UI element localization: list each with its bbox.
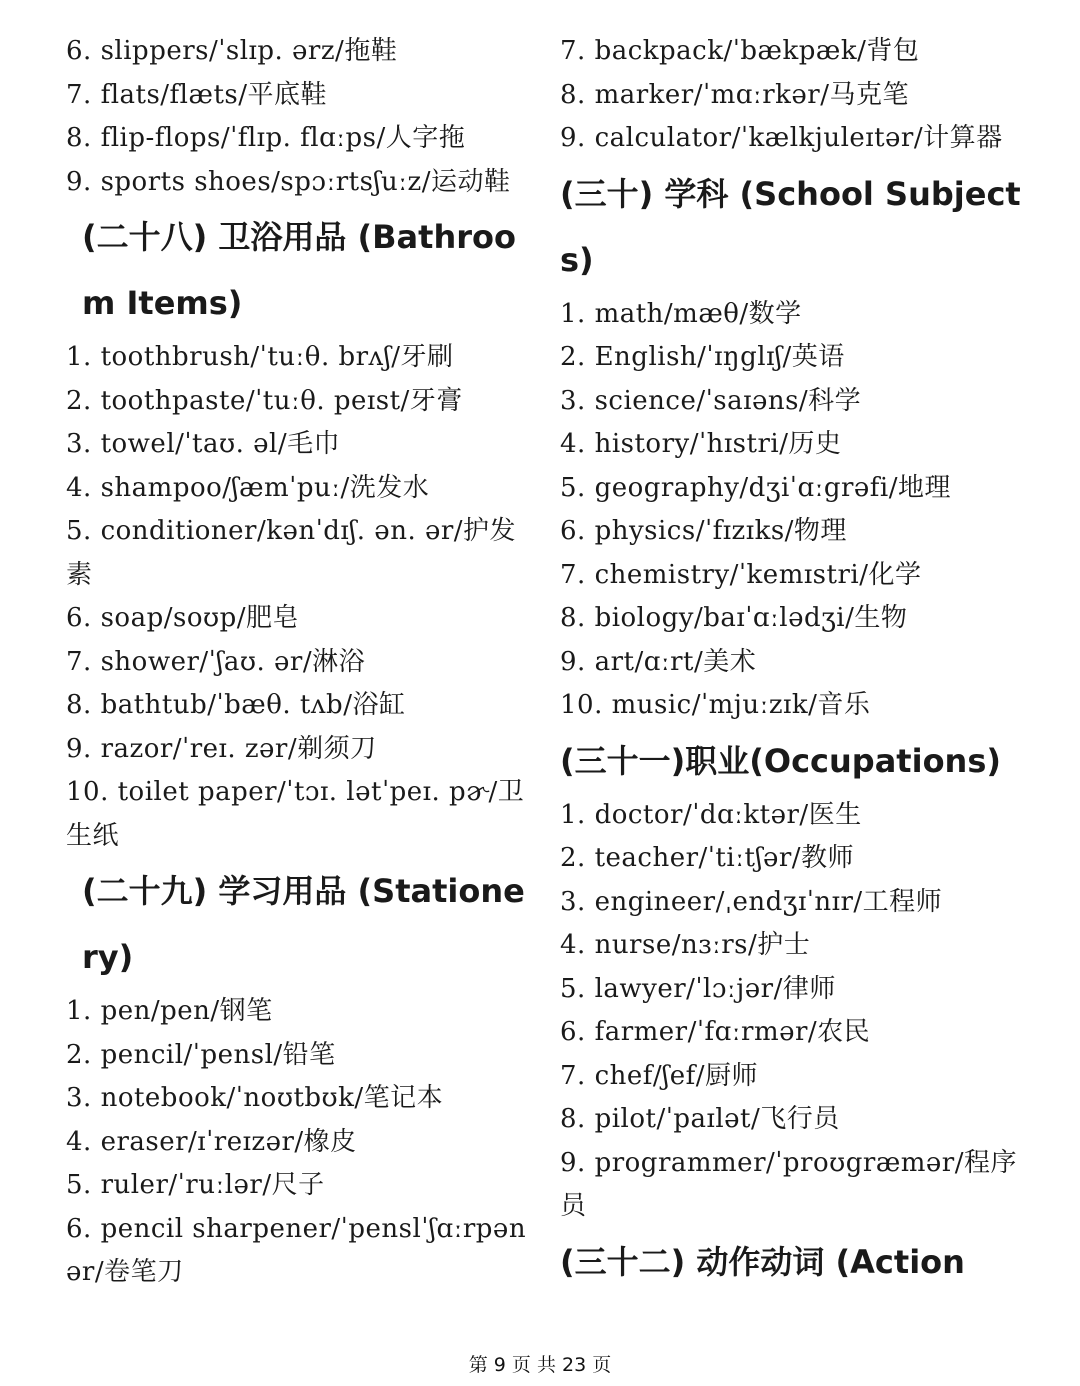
- school-subjects-list: [560, 293, 1026, 728]
- list-item: 1. pen/pen/钢笔: [66, 996, 273, 1026]
- list-item: 8. bathtub/ˈbæθ. tʌb/浴缸: [66, 690, 406, 720]
- list-item: 8. biology/baɪˈɑːlədʒi/生物: [560, 603, 908, 633]
- list-item: 7. chemistry/ˈkemɪstri/化学: [560, 559, 922, 590]
- page-number: 第 9 页 共 23 页: [468, 1354, 612, 1376]
- bathroom-items-list: [66, 336, 530, 858]
- list-item: 9. programmer/ˈproʊgræmər/程序员: [560, 1147, 1017, 1221]
- list-item: 4. eraser/ɪˈreɪzər/橡皮: [66, 1126, 357, 1157]
- section-heading-action-verbs: (三十二) 动作动词 (Action: [560, 1242, 965, 1281]
- list-item: 3. science/ˈsaɪəns/科学: [560, 385, 862, 416]
- list-item: 5. conditioner/kənˈdɪʃ. ən. ər/护发素: [66, 516, 517, 590]
- list-item: 10. music/ˈmjuːzɪk/音乐: [560, 690, 871, 720]
- list-item: 3. notebook/ˈnoʊtbʊk/笔记本: [66, 1083, 444, 1113]
- list-item: 5. ruler/ˈruːlər/尺子: [66, 1170, 325, 1200]
- left-column: [66, 30, 530, 1295]
- list-item: 7. shower/ˈʃaʊ. ər/淋浴: [66, 646, 366, 677]
- list-item: 8. flip-flops/ˈflɪp. flɑːps/人字拖: [66, 123, 466, 153]
- list-item: 6. slippers/ˈslɪp. ərz/拖鞋: [66, 36, 398, 66]
- occupations-list: [560, 794, 1026, 1229]
- list-item: 7. backpack/ˈbækpæk/背包: [560, 36, 920, 66]
- shoes-list: [66, 30, 530, 204]
- stationery-continued-list: [560, 30, 1026, 161]
- list-item: 6. farmer/ˈfɑːrmər/农民: [560, 1017, 871, 1047]
- list-item: 3. towel/ˈtaʊ. əl/毛巾: [66, 429, 341, 459]
- list-item: 9. calculator/ˈkælkjuleɪtər/计算器: [560, 123, 1003, 153]
- section-heading-school-subjects: (三十) 学科 (School Subjects): [560, 174, 1021, 279]
- list-item: 2. pencil/ˈpensl/铅笔: [66, 1039, 336, 1070]
- list-item: 2. English/ˈɪŋglɪʃ/英语: [560, 342, 845, 372]
- section-heading-bathroom-items: (二十八) 卫浴用品 (Bathroom Items): [82, 218, 516, 322]
- list-item: 9. sports shoes/spɔːrtsʃuːz/运动鞋: [66, 166, 511, 197]
- list-item: 7. chef/ʃef/厨师: [560, 1060, 758, 1091]
- list-item: 6. pencil sharpener/ˈpenslˈʃɑːrpənər/卷笔刀: [66, 1213, 527, 1287]
- list-item: 2. toothpaste/ˈtuːθ. peɪst/牙膏: [66, 385, 463, 416]
- list-item: 5. geography/dʒiˈɑːgrəfi/地理: [560, 472, 952, 503]
- list-item: 1. toothbrush/ˈtuːθ. brʌʃ/牙刷: [66, 342, 454, 372]
- list-item: 4. shampoo/ʃæmˈpuː/洗发水: [66, 472, 430, 503]
- list-item: 5. lawyer/ˈlɔːjər/律师: [560, 973, 836, 1004]
- list-item: 2. teacher/ˈtiːtʃər/教师: [560, 843, 855, 873]
- list-item: 6. soap/soʊp/肥皂: [66, 603, 299, 633]
- list-item: 9. art/ɑːrt/美术: [560, 646, 757, 677]
- stationery-list: [66, 990, 530, 1295]
- list-item: 3. engineer/ˌendʒɪˈnɪr/工程师: [560, 886, 943, 917]
- section-heading-stationery: (二十九) 学习用品 (Stationery): [82, 872, 525, 976]
- list-item: 8. marker/ˈmɑːrkər/马克笔: [560, 79, 909, 110]
- list-item: 1. math/mæθ/数学: [560, 298, 802, 329]
- list-item: 6. physics/ˈfɪzɪks/物理: [560, 516, 847, 546]
- list-item: 1. doctor/ˈdɑːktər/医生: [560, 799, 862, 830]
- right-column: [560, 30, 1026, 1295]
- list-item: 4. nurse/nɜːrs/护士: [560, 930, 811, 960]
- list-item: 8. pilot/ˈpaɪlət/飞行员: [560, 1104, 840, 1134]
- section-heading-occupations: (三十一)职业(Occupations): [560, 741, 1002, 780]
- list-item: 4. history/ˈhɪstri/历史: [560, 429, 842, 459]
- list-item: 9. razor/ˈreɪ. zər/剃须刀: [66, 733, 377, 764]
- list-item: 10. toilet paper/ˈtɔɪ. lətˈpeɪ. pɚ/卫生纸: [66, 777, 525, 851]
- list-item: 7. flats/flæts/平底鞋: [66, 79, 327, 110]
